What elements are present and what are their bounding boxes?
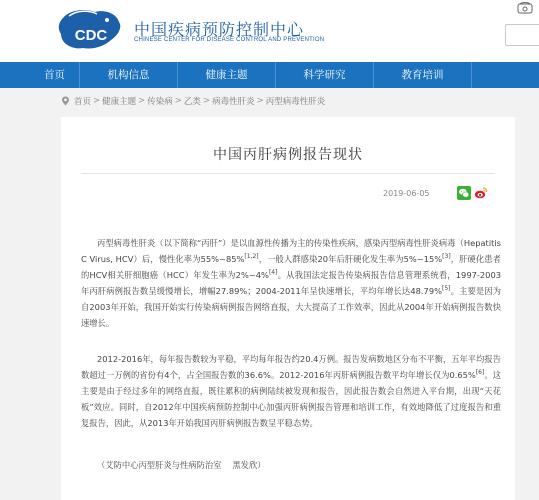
breadcrumb-infectious-disease[interactable]: 传染病: [147, 97, 173, 107]
citation-ref[interactable]: [5]: [442, 285, 451, 293]
breadcrumb-separator: >: [138, 96, 146, 106]
logo-text: CDC: [74, 27, 108, 44]
nav-item-health-topics[interactable]: 健康主题: [178, 62, 276, 88]
citation-ref[interactable]: [1,2]: [244, 253, 259, 261]
citation-ref[interactable]: [6]: [475, 369, 485, 377]
p2-text-a: 2012-2016年，每年报告数较为平稳，平均每年报告约20.4万例。报告发病数地区分布不平衡，五年平均报告数超过一万例的省份有4个，占全国报告数的36.6%。2012-2016年丙肝病例报告数平均年增长仅为0.65%: [81, 354, 501, 380]
article-card: [61, 117, 515, 500]
p1-text-d: 。从我国法定报告传染病报告信息管理系统看，1997-2003年丙肝病例报告数呈缓慢增长，增幅27.89%；2004-2011年呈快速增长，平均年增长达48.79%: [81, 270, 502, 296]
breadcrumb-hepatitis-c[interactable]: 丙型病毒性肝炎: [265, 97, 326, 107]
p1-text-b: ，一般人群感染20年后肝硬化发生率为5%~15%: [258, 254, 443, 264]
p1-text-e: 。主要是因为自2003年开始，我国开始实行传染病病例报告网络直报，大大提高了工作效率，因此从2004年开始病例报告数快速增长。: [81, 286, 501, 328]
title-divider: [81, 173, 495, 174]
site-subtitle: CHINESE CENTER FOR DISEASE CONTROL AND PREVENTION: [134, 37, 325, 43]
weibo-share-icon[interactable]: [474, 186, 488, 200]
breadcrumb-separator: >: [256, 96, 264, 106]
p2-text-b: 。这主要是由于经过多年的网络直报，既往累积的病例陆续被发现和报告，因此报告数会自然进入平台期，出现“天花板”效应。同时，自2012年中国疾病预防控制中心加强丙肝病例报告管理和培训工作，有效地降低了过度报告和重复报告，因此，从2013年开始我国丙肝病例报告数呈平稳态势。: [81, 370, 501, 428]
breadcrumb-separator: >: [93, 96, 101, 106]
site-title[interactable]: 中国疾病预防控制中心: [134, 20, 305, 39]
nav-item-organization[interactable]: 机构信息: [80, 62, 178, 88]
citation-ref[interactable]: [3]: [442, 253, 451, 261]
publish-date: 2019-06-05: [383, 189, 430, 198]
citation-ref[interactable]: [4]: [268, 269, 278, 277]
nav-item-research[interactable]: 科学研究: [276, 62, 374, 88]
breadcrumb-viral-hepatitis[interactable]: 病毒性肝炎: [212, 97, 255, 107]
article-paragraph-1: [81, 235, 501, 331]
p1-text-c: ，肝硬化患者的HCV相关肝细胞癌（HCC）年发生率为2%~4%: [81, 254, 501, 280]
p1-text-a: 丙型病毒性肝炎（以下简称“丙肝”）是以血源性传播为主的传染性疾病，感染丙型病毒性肝炎病毒（Hepatitis C Virus, HCV）后，慢性化率为55%~85%: [81, 238, 501, 264]
nav-item-home[interactable]: 首页: [0, 62, 80, 88]
location-pin-icon: [61, 96, 70, 106]
search-input[interactable]: [505, 24, 539, 46]
nav-item-more[interactable]: [472, 62, 539, 88]
breadcrumb-separator: >: [202, 96, 211, 106]
breadcrumb: [61, 95, 325, 107]
article-attribution: （艾防中心丙型肝炎与性病防治室 黑发欣）: [97, 460, 266, 470]
phone-icon[interactable]: [517, 2, 533, 14]
article-title: 中国丙肝病例报告现状: [213, 147, 363, 163]
breadcrumb-class-b[interactable]: 乙类: [183, 97, 201, 107]
breadcrumb-separator: >: [174, 96, 182, 106]
article-paragraph-2: [81, 351, 501, 431]
breadcrumb-home[interactable]: 首页: [74, 97, 92, 107]
nav-item-education[interactable]: 教育培训: [374, 62, 472, 88]
cdc-logo[interactable]: [55, 6, 127, 54]
main-nav: [0, 62, 539, 88]
site-header: [0, 0, 539, 62]
wechat-share-icon[interactable]: [457, 186, 471, 200]
breadcrumb-health-topics[interactable]: 健康主题: [102, 97, 137, 107]
